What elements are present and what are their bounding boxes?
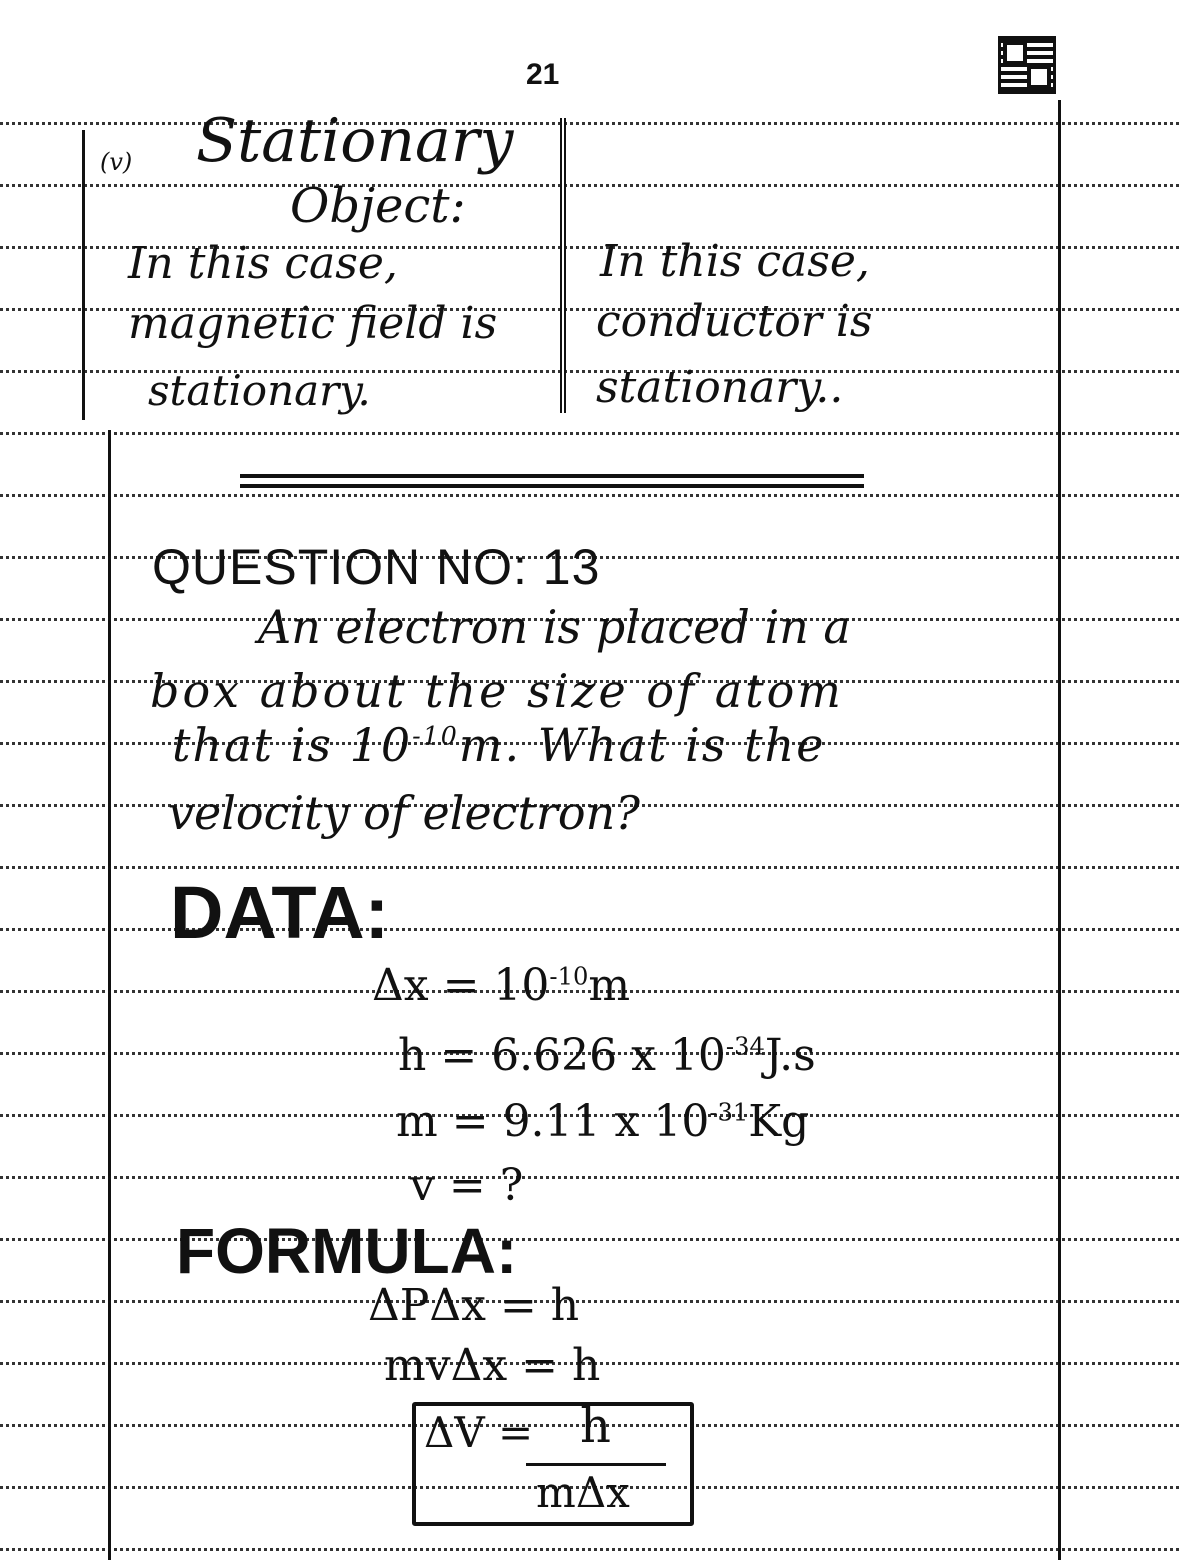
data-dx-pre: Δx = 10 — [372, 960, 550, 1011]
right-margin-line — [1058, 100, 1061, 1560]
right-text-line1: In this case, — [600, 236, 870, 287]
data-h — [398, 1030, 816, 1081]
left-text-line2: magnetic field is — [128, 298, 498, 349]
formula-line1: ΔPΔx = h — [368, 1280, 580, 1331]
data-dx — [372, 960, 630, 1011]
question-title: QUESTION NO: 13 — [152, 539, 601, 595]
section-separator — [240, 474, 864, 488]
left-heading-line1: Stationary — [196, 106, 514, 176]
data-m-pre: m = 9.11 x 10 — [396, 1096, 710, 1147]
left-heading-line2: Object: — [290, 178, 466, 234]
left-text-line3: stationary. — [148, 366, 371, 415]
data-h-pre: h = 6.626 x 10 — [398, 1030, 726, 1081]
data-dx-post: m — [588, 960, 631, 1011]
left-margin-line-lower — [108, 430, 111, 1560]
question-line4: velocity of electron? — [168, 786, 640, 840]
data-v: v = ? — [410, 1160, 524, 1211]
question-line3-exp: -10 — [412, 721, 459, 751]
formula-line2: mvΔx = h — [384, 1340, 601, 1391]
question-line1: An electron is placed in a — [258, 600, 851, 654]
data-h-exp: -34 — [725, 1032, 765, 1061]
data-heading: DATA: — [170, 871, 390, 954]
data-m-post: Kg — [748, 1096, 810, 1147]
left-margin-line — [82, 130, 85, 420]
question-line2: box about the size of atom — [150, 664, 844, 718]
data-m-exp: -31 — [709, 1098, 749, 1127]
data-m — [396, 1096, 809, 1147]
right-text-line2: conductor is — [596, 296, 873, 347]
right-text-line3: stationary.. — [596, 362, 844, 413]
left-heading-prefix: (v) — [100, 148, 133, 176]
data-dx-exp: -10 — [549, 962, 589, 991]
boxed-formula-numerator: h — [580, 1398, 611, 1454]
data-h-post: J.s — [764, 1030, 816, 1081]
left-text-line1: In this case, — [128, 238, 398, 289]
formula-heading: FORMULA: — [176, 1215, 518, 1287]
fraction-bar — [526, 1463, 666, 1466]
question-line3-pre: that is 10 — [172, 718, 413, 772]
boxed-formula-denominator: mΔx — [536, 1468, 630, 1517]
column-divider — [560, 118, 566, 413]
qr-code-icon — [998, 36, 1056, 94]
page-number: 21 — [526, 58, 560, 91]
question-line3-post: m. What is the — [458, 718, 826, 772]
question-line3 — [172, 718, 825, 772]
boxed-formula-lhs: ΔV = — [424, 1408, 534, 1457]
